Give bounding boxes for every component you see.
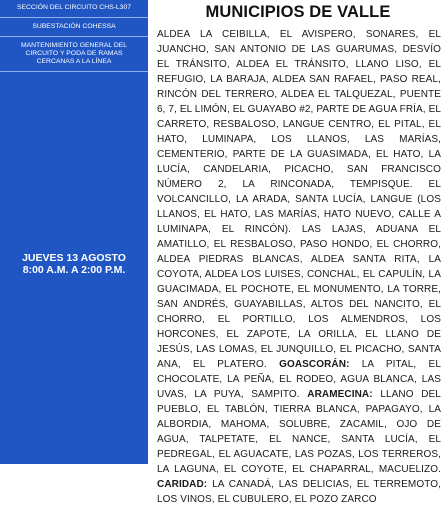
affected-areas-text xyxy=(157,27,441,507)
goascoran-label: GOASCORÁN: xyxy=(279,359,350,370)
circuit-section-label: SECCIÓN DEL CIRCUITO CHS-L307 xyxy=(0,0,148,18)
schedule-time: 8:00 A.M. A 2:00 P.M. xyxy=(22,264,126,276)
aramecina-label: ARAMECINA: xyxy=(307,389,373,400)
goascoran-localities: LA PITAL, EL CHOCOLATE, LA PEÑA, EL RODEO, AGUA BLANCA, LAS UVAS, LA PUYA, SAMPITO. xyxy=(157,359,441,400)
substation-label: SUBESTACIÓN COHESSA xyxy=(0,18,148,37)
schedule-date: JUEVES 13 AGOSTO xyxy=(22,252,126,264)
work-description: MANTENIMIENTO GENERAL DEL CIRCUITO Y PODA DE RAMAS CERCANAS A LA LÍNEA xyxy=(0,37,148,72)
caridad-localities: LA CANADÁ, LAS DELICIAS, EL TERREMOTO, LOS VINOS, EL CUBULERO, EL POZO ZARCO xyxy=(157,479,441,505)
sidebar-panel xyxy=(0,0,148,464)
aramecina-localities: LLANO DEL PUEBLO, EL TABLÓN, TIERRA BLANCA, PAPAGAYO, LA ALBORDIA, MAHOMA, SOLUBRE, ZACAMIL, OJO DE AGUA, TALPETATE, EL NANCE, SANTA LUCÍA, EL PEDREGAL, EL AGUACATE, LAS POZAS, LOS TERREROS, LA LAGUNA, EL COYOTE, EL CHAPARRAL, MACUELIZO. xyxy=(157,389,441,475)
caridad-label: CARIDAD: xyxy=(157,479,208,490)
municipality-header xyxy=(148,0,448,24)
schedule-block xyxy=(0,252,148,276)
page-title: MUNICIPIOS DE VALLE xyxy=(205,3,391,21)
valle-localities: ALDEA LA CEIBILLA, EL AVISPERO, SONARES, EL JUANCHO, SAN ANTONIO DE LAS GUARUMAS, DESVÍO EL TRÁNSITO, ALDEA EL TRÁNSITO, LLANO LISO, EL REFUGIO, LA BARAJA, ALDEA SAN RAFAEL, PASO REAL, RINCÓN DEL TERRERO, ALDEA EL TALQUEZAL, PUENTE 6, 7, EL LIMÓN, EL GUAYABO #2, PARTE DE AGUA FRÍA, EL CARRETO, RESBALOSO, LANGUE CENTRO, EL PITAL, EL HATO, LUMINAPA, LOS LLANOS, LAS MARÍAS, CEMENTERIO, PARTE DE LA GUASIMADA, EL HATO, LA LUCÍA, CANDELARIA, PICACHO, SAN FRANCISCO NÚMERO 2, LA RINCONADA, TEMPISQUE. EL VOLCANCILLO, LA ARADA, SANTA LUCÍA, LANGUE (LOS LLANOS, EL HATO, LAS MARÍAS, HATO NUEVO, CALLE A LUMINAPA, EL RINCÓN). LAS LAJAS, ADUANA EL AMATILLO, EL RESBALOSO, PASO HONDO, EL CHORRO, ALDEA PIEDRAS BLANCAS, ALDEA SANTA RITA, LA COYOTA, ALDEA LOS LUISES, CONCHAL, EL CAPULÍN, LA GUACIMADA, EL POCHOTE, EL MONUMENTO, LA TORRE, SAN ANDRÉS, GUAYABILLAS, ALTOS DEL NANCITO, EL CHORRO, EL PORTILLO, LOS ALMENDROS, LOS HORCONES, EL ZAPOTE, LA ORILLA, EL LLANO DE JESÚS, LAS LOMAS, EL JUNQUILLO, EL PICACHO, SANTA ANA, EL PLATERO. xyxy=(157,29,441,370)
